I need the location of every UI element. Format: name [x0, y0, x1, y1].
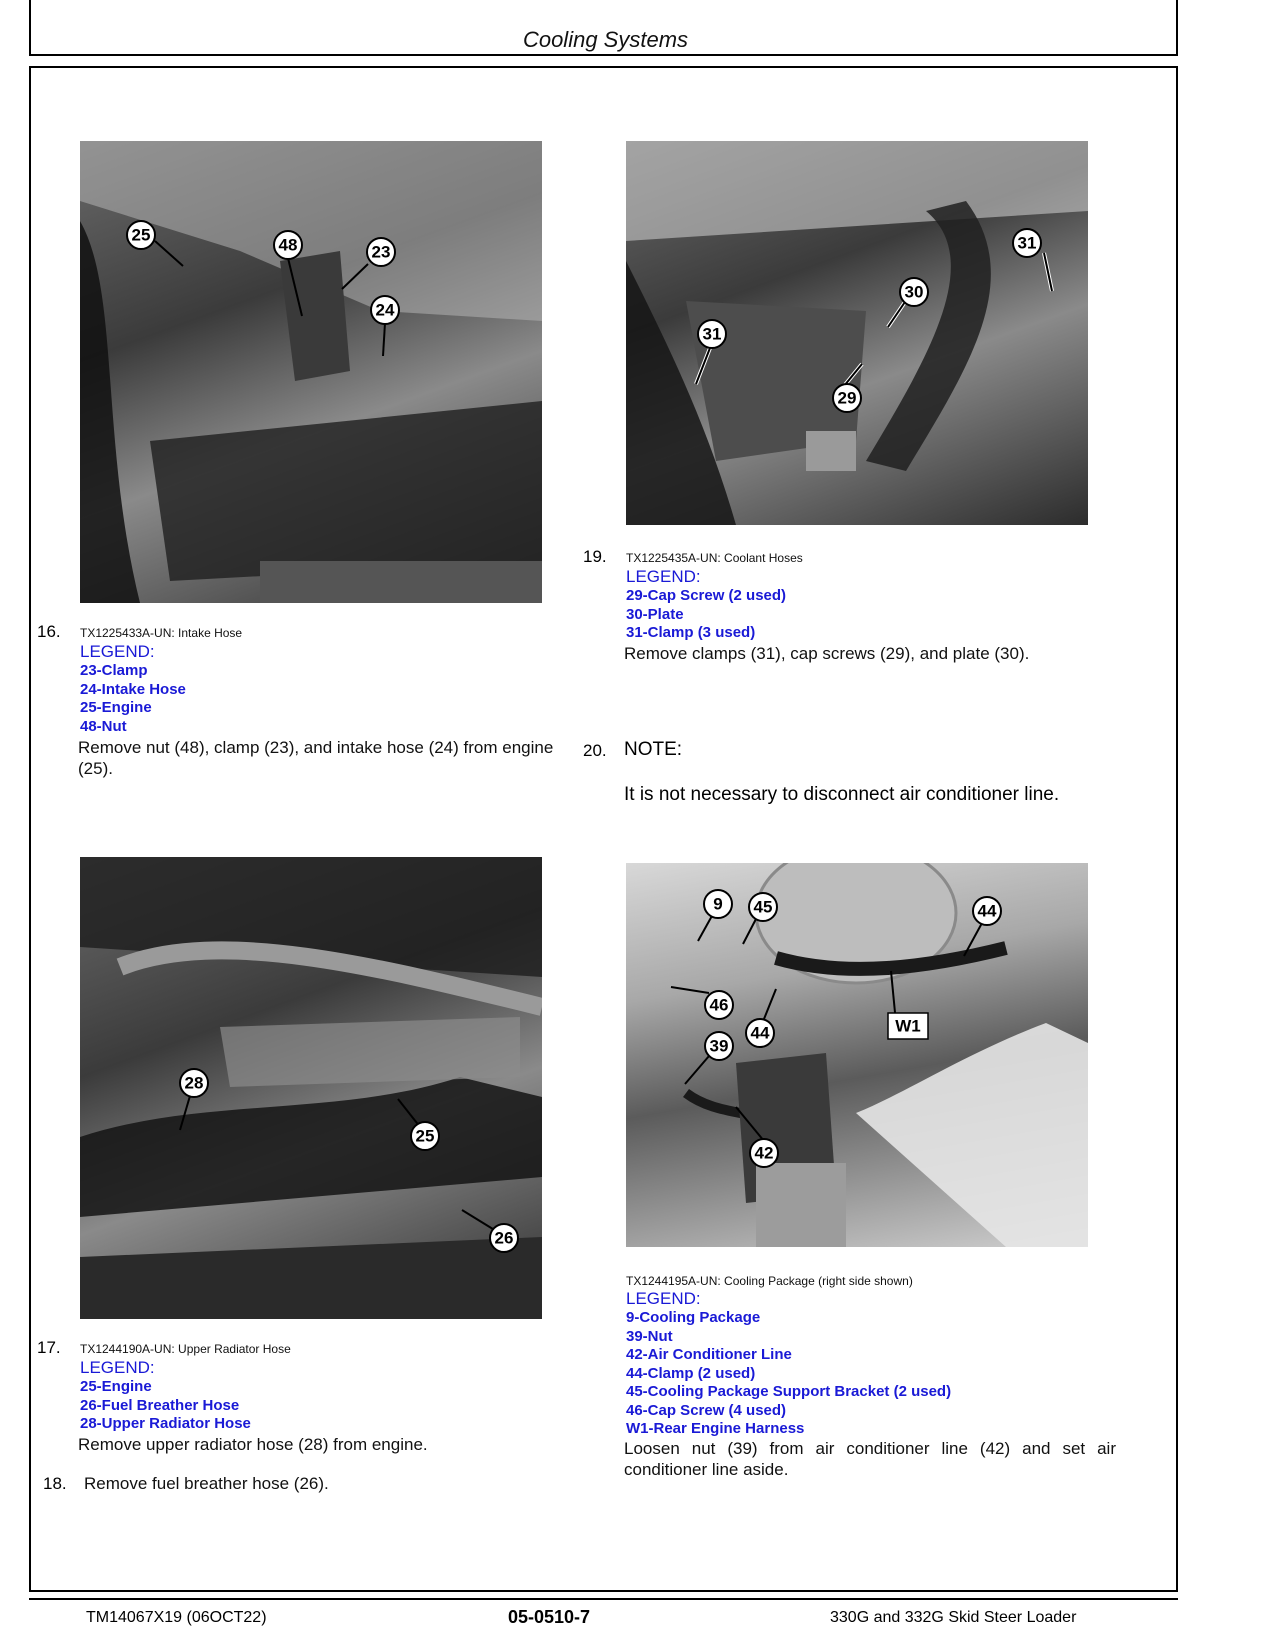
section-title: Cooling Systems [522, 27, 689, 52]
step-number: 19. [583, 547, 607, 566]
callout-46 [705, 991, 733, 1019]
svg-text:31: 31 [1017, 233, 1037, 253]
callout-23 [367, 238, 395, 266]
svg-text:23: 23 [371, 242, 391, 262]
callout-42 [750, 1139, 778, 1167]
step-number: 20. [583, 741, 607, 760]
svg-text:44: 44 [977, 901, 997, 921]
svg-text:31: 31 [702, 324, 722, 344]
svg-text:25: 25 [131, 225, 151, 245]
legend-list [626, 587, 786, 643]
legend-item: 24-Intake Hose [80, 680, 186, 698]
callout-25 [127, 221, 155, 249]
callout-25 [411, 1122, 439, 1150]
callout-31-right [1013, 229, 1041, 257]
step-number: 16. [37, 622, 61, 641]
figure-caption: TX1225433A-UN: Intake Hose [80, 626, 243, 640]
harness-label-w1 [888, 1013, 928, 1039]
figure-coolant-hoses [626, 141, 1088, 525]
figure-intake-hose [80, 141, 542, 603]
legend-item: 23-Clamp [80, 662, 148, 679]
footer-page-number: 05-0510-7 [508, 1607, 591, 1627]
callout-44-right [973, 897, 1001, 925]
callout-29 [833, 384, 861, 412]
step-instruction: Remove nut (48), clamp (23), and intake hose (24) from engine (25). [78, 738, 554, 778]
svg-text:28: 28 [184, 1073, 204, 1093]
note-text: It is not necessary to disconnect air conditioner line. [624, 784, 1060, 805]
legend-list [80, 1378, 251, 1434]
svg-text:W1: W1 [895, 1016, 921, 1036]
svg-text:25: 25 [415, 1126, 435, 1146]
callout-48 [274, 231, 302, 259]
svg-text:30: 30 [904, 282, 924, 302]
legend-item: 25-Engine [80, 1378, 152, 1395]
callout-26 [490, 1224, 518, 1252]
svg-text:9: 9 [713, 894, 723, 914]
legend-item: W1-Rear Engine Harness [626, 1420, 805, 1437]
callout-24 [371, 296, 399, 324]
callout-28 [180, 1069, 208, 1097]
callout-9 [704, 890, 732, 918]
figure-caption: TX1225435A-UN: Coolant Hoses [626, 551, 803, 565]
legend-title: LEGEND: [626, 567, 701, 586]
legend-title: LEGEND: [80, 642, 155, 661]
legend-item: 30-Plate [626, 605, 684, 623]
svg-text:24: 24 [375, 300, 395, 320]
legend-item: 28-Upper Radiator Hose [80, 1415, 251, 1432]
legend-item: 26-Fuel Breather Hose [80, 1396, 240, 1414]
callout-44-left [746, 1019, 774, 1047]
legend-item: 46-Cap Screw (4 used) [626, 1401, 787, 1419]
footer-manual-id: TM14067X19 (06OCT22) [86, 1609, 267, 1626]
legend-item: 39-Nut [626, 1327, 673, 1345]
svg-text:48: 48 [278, 235, 298, 255]
legend-item: 45-Cooling Package Support Bracket (2 used) [626, 1383, 952, 1400]
legend-title: LEGEND: [80, 1358, 155, 1377]
svg-text:44: 44 [750, 1023, 770, 1043]
step-instruction: Remove upper radiator hose (28) from engine. [78, 1435, 428, 1454]
callout-39 [705, 1032, 733, 1060]
legend-title: LEGEND: [626, 1289, 701, 1308]
legend-item: 9-Cooling Package [626, 1309, 761, 1326]
svg-text:29: 29 [837, 388, 857, 408]
svg-text:42: 42 [754, 1143, 774, 1163]
legend-item: 48-Nut [80, 717, 127, 735]
svg-text:45: 45 [753, 897, 773, 917]
svg-text:46: 46 [709, 995, 729, 1015]
legend-item: 31-Clamp (3 used) [626, 624, 756, 641]
figure-upper-radiator-hose [80, 857, 542, 1319]
step-number: 17. [37, 1338, 61, 1357]
step-instruction: Remove clamps (31), cap screws (29), and plate (30). [624, 644, 1030, 663]
legend-item: 29-Cap Screw (2 used) [626, 587, 787, 604]
legend-item: 42-Air Conditioner Line [626, 1346, 792, 1363]
footer-divider [29, 1598, 1178, 1600]
figure-cooling-package [626, 863, 1088, 1247]
svg-text:26: 26 [494, 1228, 514, 1248]
callout-30 [900, 278, 928, 306]
step-instruction: Loosen nut (39) from air conditioner line (42) and set air conditioner line aside. [624, 1439, 1116, 1479]
callout-45 [749, 893, 777, 921]
legend-item: 25-Engine [80, 699, 152, 716]
figure-caption: TX1244195A-UN: Cooling Package (right side shown) [626, 1274, 913, 1288]
note-label: NOTE: [624, 739, 683, 760]
step-instruction: Remove fuel breather hose (26). [84, 1474, 329, 1493]
step-number: 18. [43, 1474, 67, 1493]
legend-item: 44-Clamp (2 used) [626, 1364, 756, 1382]
legend-list [80, 662, 186, 736]
page-header [29, 0, 1178, 56]
svg-text:39: 39 [709, 1036, 729, 1056]
callout-31-left [698, 320, 726, 348]
legend-list [626, 1309, 951, 1439]
figure-caption: TX1244190A-UN: Upper Radiator Hose [80, 1342, 291, 1356]
footer-product-name: 330G and 332G Skid Steer Loader [830, 1609, 1077, 1626]
